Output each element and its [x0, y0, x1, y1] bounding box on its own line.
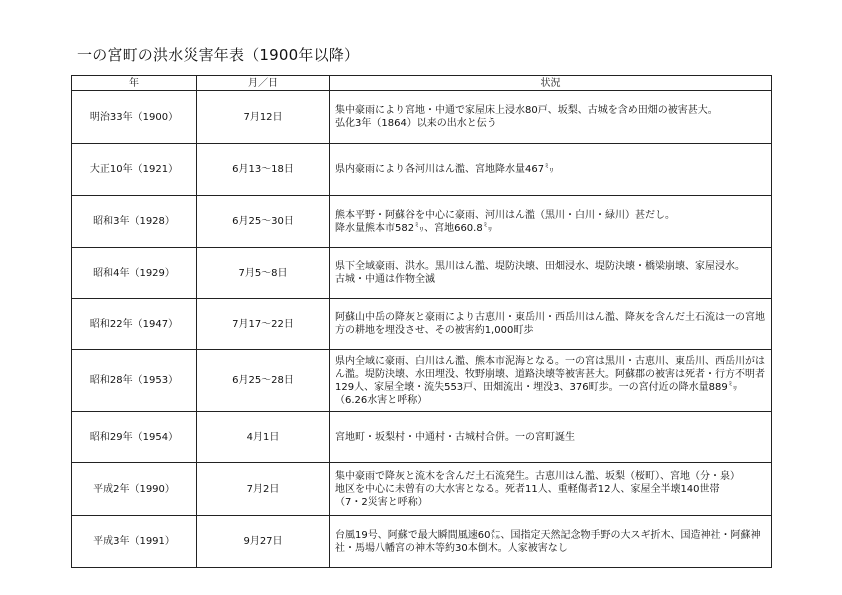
header-date: 月／日: [197, 76, 330, 91]
description-cell: [330, 412, 772, 463]
table-row: [72, 412, 772, 463]
year-cell: 明治33年（1900）: [72, 91, 197, 144]
description-line: （7・2災害と呼称）: [335, 496, 428, 508]
description-line: 熊本平野・阿蘇谷を中心に豪雨、河川はん濫（黒川・白川・緑川）甚だし。: [335, 209, 675, 221]
description-cell: [330, 248, 772, 299]
year-cell: 昭和28年（1953）: [72, 350, 197, 412]
year-cell: 昭和4年（1929）: [72, 248, 197, 299]
table-header-row: [72, 76, 772, 91]
description-line: 集中豪雨により宮地・中通で家屋床上浸水80戸、坂梨、古城を含め田畑の被害甚大。: [335, 105, 718, 116]
table-row: [72, 144, 772, 196]
description-line: 弘化3年（1864）以来の出水と伝う: [335, 118, 497, 129]
year-cell: 平成2年（1990）: [72, 463, 197, 516]
year-cell: 平成3年（1991）: [72, 516, 197, 568]
table-row: [72, 463, 772, 516]
page-title: 一の宮町の洪水災害年表（1900年以降）: [77, 46, 360, 64]
date-cell: 6月13～18日: [197, 144, 330, 196]
description-line: 台風19号、阿蘇で最大瞬間風速60㍍、国指定天然記念物手野の大スギ折木、国造神社・阿蘇神社・馬場八幡宮の神木等約30本倒木。人家被害なし: [335, 529, 761, 554]
description-line: 県内豪雨により各河川はん濫、宮地降水量467㍉: [335, 164, 555, 175]
year-cell: 昭和22年（1947）: [72, 299, 197, 350]
description-cell: [330, 350, 772, 412]
date-cell: 6月25～28日: [197, 350, 330, 412]
description-line: 集中豪雨で降灰と流木を含んだ土石流発生。古恵川はん濫、坂梨（桜町）、宮地（分・泉）: [335, 470, 740, 482]
table-row: [72, 248, 772, 299]
year-cell: 昭和3年（1928）: [72, 196, 197, 248]
year-cell: 大正10年（1921）: [72, 144, 197, 196]
description-cell: [330, 299, 772, 350]
description-line: 県内全域に豪雨、白川はん濫、熊本市泥海となる。一の宮は黒川・古恵川、東岳川、西岳川がはん濫。堤防決壊、水田埋没、牧野崩壊、道路決壊等被害甚大。阿蘇郡の被害は死者・行方不明者129人、家屋全壊・流失553戸、田畑流出・埋没3、376町歩。一の宮付近の降水量889㍉（6.26水害と呼称）: [335, 355, 765, 406]
description-line: 県下全域豪雨、洪水。黒川はん濫、堤防決壊、田畑浸水、堤防決壊・橋梁崩壊、家屋浸水。: [335, 261, 745, 272]
description-line: 降水量熊本市582㍉、宮地660.8㍉: [335, 222, 493, 234]
date-cell: 7月5～8日: [197, 248, 330, 299]
table-row: [72, 516, 772, 568]
table-row: [72, 196, 772, 248]
date-cell: 4月1日: [197, 412, 330, 463]
date-cell: 6月25～30日: [197, 196, 330, 248]
description-cell: [330, 196, 772, 248]
description-line: 地区を中心に未曾有の大水害となる。死者11人、重軽傷者12人、家屋全半壊140世帯: [335, 483, 720, 495]
date-cell: 7月17～22日: [197, 299, 330, 350]
description-cell: [330, 516, 772, 568]
description-cell: [330, 144, 772, 196]
description-line: 阿蘇山中岳の降灰と豪雨により古恵川・東岳川・西岳川はん濫、降灰を含んだ土石流は一の宮地方の耕地を埋没させ、その被害約1,000町歩: [335, 312, 765, 336]
header-description: 状況: [330, 76, 772, 91]
description-line: 古城・中通は作物全滅: [335, 274, 435, 285]
description-line: 宮地町・坂梨村・中通村・古城村合併。一の宮町誕生: [335, 431, 575, 443]
date-cell: 7月12日: [197, 91, 330, 144]
header-year: 年: [72, 76, 197, 91]
date-cell: 7月2日: [197, 463, 330, 516]
description-cell: [330, 91, 772, 144]
description-cell: [330, 463, 772, 516]
table-row: [72, 299, 772, 350]
date-cell: 9月27日: [197, 516, 330, 568]
table-row: [72, 91, 772, 144]
year-cell: 昭和29年（1954）: [72, 412, 197, 463]
flood-history-table: [71, 75, 772, 568]
table-row: [72, 350, 772, 412]
